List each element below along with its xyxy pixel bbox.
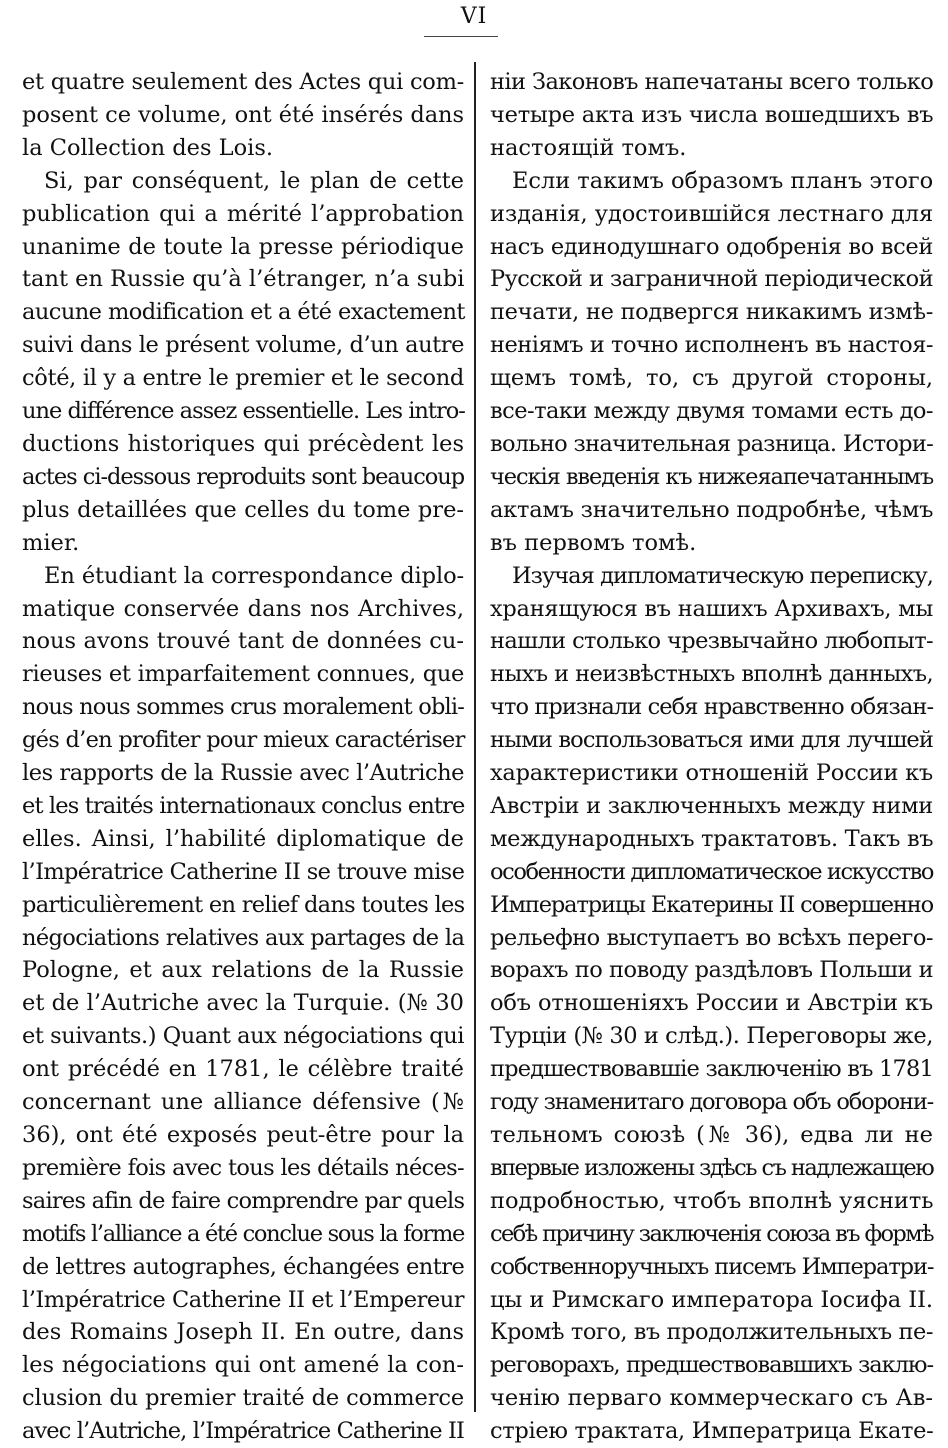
text-line: неніямъ и точно исполненъ въ настоя- bbox=[490, 332, 933, 359]
text-line: plus detaillées que celles du tome pre- bbox=[22, 496, 464, 523]
text-line: настоящій томъ. bbox=[490, 134, 687, 161]
text-line: unanime de toute la presse périodique bbox=[22, 233, 464, 260]
text-line: matique conservée dans nos Archives, bbox=[22, 595, 464, 622]
text-line: Кромѣ того, въ продолжительныхъ пе- bbox=[490, 1319, 933, 1346]
text-line: все-таки между двумя томами есть до- bbox=[490, 398, 933, 425]
french-column bbox=[22, 66, 464, 1448]
text-line: Австріи и заключенныхъ между ними bbox=[490, 792, 933, 819]
text-line: motifs l’alliance a été conclue sous la forme bbox=[22, 1220, 464, 1247]
column-divider bbox=[474, 62, 476, 1412]
header-rule bbox=[424, 36, 498, 37]
text-line: l’Impératrice Catherine II se trouve mise bbox=[22, 858, 465, 885]
text-line: что признали себя нравственно обязан- bbox=[490, 694, 934, 721]
text-line: собственноручныхъ писемъ Императри- bbox=[490, 1253, 934, 1280]
text-line: concernant une alliance défensive (№ bbox=[22, 1089, 464, 1116]
russian-column bbox=[490, 66, 933, 1448]
text-line: avec l’Autriche, l’Impératrice Catherine II bbox=[22, 1418, 464, 1445]
text-line: предшествовавшіе заключенію въ 1781 bbox=[490, 1056, 933, 1083]
text-line: En étudiant la correspondance diplo- bbox=[44, 562, 465, 589]
text-line: une différence assez essentielle. Les intro- bbox=[22, 398, 465, 425]
text-line: ченію перваго коммерческаго съ Ав- bbox=[490, 1385, 933, 1412]
text-line: году знаменитаго договора объ оборони- bbox=[490, 1089, 934, 1116]
text-line: Si, par conséquent, le plan de cette bbox=[44, 167, 464, 194]
text-line: международныхъ трактатовъ. Такъ въ bbox=[490, 825, 934, 852]
text-line: elles. Ainsi, l’habilité diplomatique de bbox=[22, 825, 464, 852]
text-line: aucune modification et a été exactement bbox=[22, 299, 465, 326]
text-line: gés d’en profiter pour mieux caractériser bbox=[22, 727, 465, 754]
text-line: actes ci-dessous reproduits sont beaucoup bbox=[22, 463, 465, 490]
text-line: хранящуюся въ нашихъ Архивахъ, мы bbox=[490, 595, 933, 622]
text-line: suivi dans le présent volume, d’un autre bbox=[22, 332, 464, 359]
text-line: себѣ причину заключенія союза въ формѣ bbox=[490, 1220, 933, 1247]
text-line: ворахъ по поводу раздѣловъ Польши и bbox=[490, 957, 934, 984]
text-line: rieuses et imparfaitement connues, que bbox=[22, 661, 464, 688]
text-line: ными воспользоваться ими для лучшей bbox=[490, 727, 933, 754]
text-line: tant en Russie qu’à l’étranger, n’a subi bbox=[22, 266, 465, 293]
text-line: Pologne, et aux relations de la Russie bbox=[22, 957, 464, 984]
text-line: la Collection des Lois. bbox=[22, 134, 274, 161]
text-line: publication qui a mérité l’approbation bbox=[22, 200, 464, 227]
text-line: стріею трактата, Императрица Екате- bbox=[490, 1418, 934, 1445]
text-line: côté, il y a entre le premier et le second bbox=[22, 365, 464, 392]
text-line: Изучая дипломатическую переписку, bbox=[512, 562, 933, 589]
text-line: et les traités internationaux conclus entre bbox=[22, 792, 465, 819]
text-line: тельномъ союзѣ (№ 36), едва ли не bbox=[490, 1122, 933, 1148]
text-line: Русской и заграничной періодической bbox=[490, 266, 934, 293]
text-line: Турціи (№ 30 и слѣд.). Переговоры же, bbox=[490, 1023, 933, 1050]
text-line: nous nous sommes crus moralement obli- bbox=[22, 694, 464, 721]
text-line: les négociations qui ont amené la con- bbox=[22, 1352, 464, 1379]
text-line: Если такимъ образомъ планъ этого bbox=[512, 167, 934, 194]
text-line: 36), ont été exposés peut-être pour la bbox=[22, 1122, 464, 1148]
text-line: clusion du premier traité de commerce bbox=[22, 1385, 465, 1412]
text-line: рельефно выступаетъ во всѣхъ перего- bbox=[490, 924, 933, 951]
text-line: нашли столько чрезвычайно любопыт- bbox=[490, 628, 934, 655]
text-line: подробностью, чтобъ вполнѣ уяснить bbox=[490, 1187, 934, 1214]
text-line: et suivants.) Quant aux négociations qui bbox=[22, 1023, 464, 1050]
text-line: характеристики отношеній России къ bbox=[490, 760, 933, 787]
text-line: et quatre seulement des Actes qui com- bbox=[22, 69, 464, 95]
text-line: цы и Римскаго императора Іосифа II. bbox=[490, 1286, 933, 1313]
text-line: въ первомъ томѣ. bbox=[490, 529, 697, 556]
text-line: вольно значительная разница. Истори- bbox=[490, 430, 933, 457]
text-line: de lettres autographes, échangées entre bbox=[22, 1253, 465, 1280]
text-line: ductions historiques qui précèdent les bbox=[22, 430, 464, 457]
text-line: ont précédé en 1781, le célèbre traité bbox=[22, 1056, 464, 1083]
text-line: щемъ томѣ, то, съ другой стороны, bbox=[490, 365, 933, 392]
text-line: les rapports de la Russie avec l’Autriche bbox=[22, 760, 464, 787]
text-line: et de l’Autriche avec la Turquie. (№ 30 bbox=[22, 990, 464, 1017]
text-line: posent ce volume, ont été insérés dans bbox=[22, 101, 464, 128]
text-line: première fois avec tous les détails néces- bbox=[22, 1154, 464, 1181]
text-line: объ отношеніяхъ России и Австріи къ bbox=[490, 990, 933, 1017]
text-line: négociations relatives aux partages de la bbox=[22, 924, 465, 951]
text-line: реговорахъ, предшествовавшихъ заклю- bbox=[490, 1352, 933, 1379]
text-line: четыре акта изъ числа вошедшихъ въ bbox=[490, 101, 934, 128]
text-line: насъ единодушнаго одобренія во всей bbox=[490, 233, 933, 260]
text-line: ніи Законовъ напечатаны всего только bbox=[490, 69, 934, 95]
text-line: впервые изложены здѣсь съ надлежащею bbox=[490, 1154, 934, 1181]
text-line: particulièrement en relief dans toutes les bbox=[22, 891, 465, 918]
text-line: ческія введенія къ нижеяапечатаннымъ bbox=[490, 463, 934, 490]
text-line: ныхъ и неизвѣстныхъ вполнѣ данныхъ, bbox=[490, 661, 933, 688]
text-line: изданія, удостоившійся лестнаго для bbox=[490, 200, 934, 227]
text-line: des Romains Joseph II. En outre, dans bbox=[22, 1319, 464, 1346]
text-line: saires afin de faire comprendre par quels bbox=[22, 1187, 465, 1214]
page-number: VI bbox=[460, 4, 488, 29]
text-line: nous avons trouvé tant de données cu- bbox=[22, 628, 464, 655]
text-line: Императрицы Екатерины II совершенно bbox=[490, 891, 933, 918]
text-line: mier. bbox=[22, 529, 80, 556]
text-line: особенности дипломатическое искусство bbox=[490, 858, 933, 885]
text-line: актамъ значительно подробнѣе, чѣмъ bbox=[490, 496, 934, 523]
text-line: печати, не подвергся никакимъ измѣ- bbox=[490, 299, 933, 326]
text-line: l’Impératrice Catherine II et l’Empereur bbox=[22, 1286, 464, 1313]
